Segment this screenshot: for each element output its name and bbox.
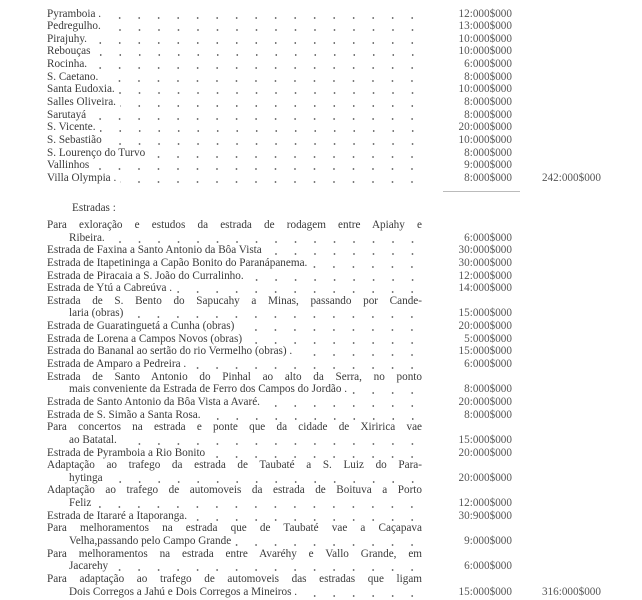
entry-amount: 15:000$000 — [458, 307, 512, 320]
ledger-entry — [47, 147, 613, 160]
entry-description: Para melhoramentos na estrada entre Avaréhy e Vallo Grande, em — [47, 547, 422, 560]
entry-description: Adaptação ao trafego de automoveis da estrada de Boituva a Porto — [47, 484, 422, 497]
dot-leader — [311, 257, 422, 270]
dot-leader — [301, 586, 422, 599]
entry-amount: 12:000$000 — [458, 497, 512, 510]
entry-amount: 8:000$000 — [464, 95, 512, 108]
dot-leader — [90, 109, 422, 122]
ledger-entry — [47, 270, 613, 283]
ledger-entry — [47, 45, 613, 58]
entry-amount: 20:000$000 — [458, 446, 512, 459]
entry-description: Estrada de S. Bento do Sapucahy a Minas, passando por Cande- — [47, 294, 422, 307]
dot-leader — [91, 58, 422, 71]
entry-amount: 30:000$000 — [458, 244, 512, 257]
dot-leader — [105, 8, 422, 21]
entry-amount: 8:000$000 — [464, 171, 512, 184]
dot-leader — [127, 307, 422, 320]
entry-amount: 30:000$000 — [458, 256, 512, 269]
ledger-entry — [47, 573, 613, 586]
ledger-entry-continuation — [47, 586, 613, 599]
entry-amount: 20:000$000 — [458, 471, 512, 484]
entry-description: Estrada de Santo Antonio da Bôa Vista a Avaré. — [47, 395, 260, 408]
entry-amount: 10:000$000 — [458, 133, 512, 146]
entry-amount: 8:000$000 — [464, 146, 512, 159]
entry-amount: 10:000$000 — [458, 45, 512, 58]
dot-leader — [120, 96, 422, 109]
entry-amount: 9:000$000 — [464, 535, 512, 548]
dot-leader — [238, 320, 422, 333]
ledger-entry — [47, 159, 613, 172]
dot-leader — [95, 45, 423, 58]
entry-amount: 6:000$000 — [464, 231, 512, 244]
entry-description: S. Lourenço do Turvo — [47, 146, 146, 159]
entry-description: Estrada de Pyramboia a Rio Bonito — [47, 446, 206, 459]
dot-leader — [106, 134, 422, 147]
roads-list — [47, 219, 613, 598]
entry-description: Vallinhos — [47, 159, 90, 172]
entry-amount: 20:000$000 — [458, 320, 512, 333]
entry-description: Estrada de Ytú a Cabreúva . — [47, 282, 173, 295]
ledger-entry-continuation — [47, 560, 613, 573]
entry-description: Estrada de Amparo a Pedreira . — [47, 358, 187, 371]
dot-leader — [109, 232, 422, 245]
dot-leader — [107, 472, 422, 485]
entry-description: Rebouças — [47, 45, 91, 58]
ledger-entry — [47, 333, 613, 346]
dot-leader — [191, 510, 422, 523]
entry-amount: 8:000$000 — [464, 70, 512, 83]
dot-leader — [235, 535, 422, 548]
entry-description: Santa Eudoxia. — [47, 83, 115, 96]
ledger-entry — [47, 345, 613, 358]
entry-description: S. Caetano. — [47, 70, 99, 83]
entry-amount: 10:000$000 — [458, 32, 512, 45]
entry-description: Rocinha. — [47, 58, 88, 71]
entry-description: Para adaptação ao trafego de automoveis das estradas que ligam — [47, 572, 422, 585]
ledger-entry — [47, 459, 613, 472]
dot-leader — [121, 434, 422, 447]
entry-description: Estrada de Guaratinguetá a Cunha (obras) — [47, 320, 235, 333]
subtotal-rule — [443, 191, 520, 192]
entry-description: laria (obras) — [69, 307, 124, 320]
entry-amount: 15:000$000 — [458, 433, 512, 446]
dot-leader — [93, 159, 422, 172]
entry-amount: 12:000$000 — [458, 269, 512, 282]
dot-leader — [351, 383, 422, 396]
entry-amount: 8:000$000 — [464, 108, 512, 121]
entry-amount: 15:000$000 — [458, 345, 512, 358]
ledger-entry — [47, 134, 613, 147]
dot-leader — [119, 83, 422, 96]
entry-description: ao Batatal. — [69, 433, 117, 446]
dot-leader — [190, 358, 422, 371]
dot-leader — [296, 345, 422, 358]
entry-amount: 6:000$000 — [464, 358, 512, 371]
dot-leader — [266, 244, 422, 257]
ledger-entry-continuation — [47, 472, 613, 485]
entry-amount: 6:000$000 — [464, 560, 512, 573]
ledger-entry — [47, 8, 613, 21]
ledger-entry — [47, 320, 613, 333]
dot-leader — [120, 172, 422, 185]
entry-description: Pirajuhy. — [47, 32, 87, 45]
entry-description: Adaptação ao trafego da estrada de Taubaté a S. Luiz do Para- — [47, 459, 422, 472]
dot-leader — [105, 20, 422, 33]
ledger-entry-continuation — [47, 232, 613, 245]
dot-leader — [264, 396, 422, 409]
ledger-entry — [47, 358, 613, 371]
ledger-entry — [47, 121, 613, 134]
entry-description: Ribeira. — [69, 231, 105, 244]
entry-amount: 6:000$000 — [464, 58, 512, 71]
ledger-entry — [47, 510, 613, 523]
dot-leader — [248, 270, 422, 283]
entry-amount: 10:000$000 — [458, 83, 512, 96]
dot-leader — [91, 33, 422, 46]
entry-amount: 5:000$000 — [464, 332, 512, 345]
entry-description: Estrada de Piracaia a S. João do Curralinho. — [47, 269, 244, 282]
section-total: 316:000$000 — [541, 585, 601, 598]
entry-description: Estrada de Santo Antonio do Pinhal ao alto da Serra, no ponto — [47, 370, 422, 383]
entry-description: Estrada de Itapetininga a Capão Bonito do Paranápanema. — [47, 256, 308, 269]
ledger-entry-continuation — [47, 307, 613, 320]
entry-description: Velha,passando pelo Campo Grande — [69, 535, 232, 548]
ledger-entry — [47, 244, 613, 257]
entry-description: Jacarehy — [69, 560, 109, 573]
entry-description: Estrada de Lorena a Campos Novos (obras) — [47, 332, 243, 345]
ledger-entry — [47, 295, 613, 308]
ledger-entry — [47, 548, 613, 561]
section-heading-estradas: Estradas : — [72, 202, 116, 214]
entry-amount: 20:000$000 — [458, 395, 512, 408]
ledger-entry — [47, 421, 613, 434]
dot-leader — [95, 497, 422, 510]
section-total: 242:000$000 — [541, 171, 601, 184]
entry-description: Para concertos na estrada e ponte que da cidade de Xiririca vae — [47, 421, 422, 434]
entry-amount: 14:000$000 — [458, 282, 512, 295]
dot-leader — [149, 147, 422, 160]
entry-description: Estrada de Itararé a Itaporanga. — [47, 509, 188, 522]
entry-description: hytinga — [69, 471, 103, 484]
entry-description: Salles Oliveira. — [47, 95, 116, 108]
dot-leader — [112, 560, 422, 573]
ledger-entry-continuation — [47, 535, 613, 548]
entry-description: Estrada de S. Simão a Santa Rosa. — [47, 408, 201, 421]
dot-leader — [176, 282, 422, 295]
entry-amount: 8:000$000 — [464, 408, 512, 421]
entry-description: mais conveniente da Estrada de Ferro dos Campos do Jordão . — [69, 383, 348, 396]
ledger-entry-continuation — [47, 497, 613, 510]
ledger-entry — [47, 33, 613, 46]
entry-description: Estrada de Faxina a Santo Antonio da Bôa Vista — [47, 244, 262, 257]
ledger-entry — [47, 396, 613, 409]
entry-description: Villa Olympia . — [47, 171, 117, 184]
dot-leader — [246, 333, 422, 346]
ledger-entry — [47, 371, 613, 384]
dot-leader — [209, 447, 422, 460]
ledger-entry — [47, 58, 613, 71]
entry-amount: 13:000$000 — [458, 20, 512, 33]
entry-amount: 15:000$000 — [458, 585, 512, 598]
ledger-entry — [47, 257, 613, 270]
ledger-entry-continuation — [47, 434, 613, 447]
ledger-entry — [47, 71, 613, 84]
ledger-entry — [47, 484, 613, 497]
entry-description: Dois Corregos a Jahú e Dois Corregos a Mineiros . — [69, 585, 298, 598]
ledger-entry — [47, 96, 613, 109]
entry-description: Para melhoramentos na estrada que de Taubaté vae a Caçapava — [47, 522, 422, 535]
ledger-entry — [47, 409, 613, 422]
ledger-entry-continuation — [47, 383, 613, 396]
ledger-entry — [47, 109, 613, 122]
entry-description: S. Vicente. — [47, 121, 96, 134]
entry-amount: 12:000$000 — [458, 7, 512, 20]
ledger-entry — [47, 83, 613, 96]
entry-amount: 30:900$000 — [458, 509, 512, 522]
entry-description: Estrada do Bananal ao sertão do rio Vermelho (obras) . — [47, 345, 293, 358]
entry-amount: 20:000$000 — [458, 121, 512, 134]
entry-description: Pedregulho. — [47, 20, 101, 33]
municipalities-list — [47, 8, 613, 185]
entry-description: Sarutayá — [47, 108, 87, 121]
entry-description: Para exloração e estudos da estrada de rodagem entre Apiahy e — [47, 219, 422, 231]
dot-leader — [205, 409, 423, 422]
entry-description: Pyramboia . — [47, 7, 102, 20]
ledger-entry — [47, 219, 613, 232]
dot-leader — [102, 71, 422, 84]
dot-leader — [100, 121, 422, 134]
ledger-entry — [47, 20, 613, 33]
entry-description: Feliz — [69, 497, 92, 510]
entry-amount: 9:000$000 — [464, 159, 512, 172]
entry-amount: 8:000$000 — [464, 383, 512, 396]
entry-description: S. Sebastião — [47, 133, 102, 146]
ledger-entry — [47, 282, 613, 295]
ledger-entry — [47, 522, 613, 535]
ledger-entry — [47, 172, 613, 185]
ledger-entry — [47, 447, 613, 460]
